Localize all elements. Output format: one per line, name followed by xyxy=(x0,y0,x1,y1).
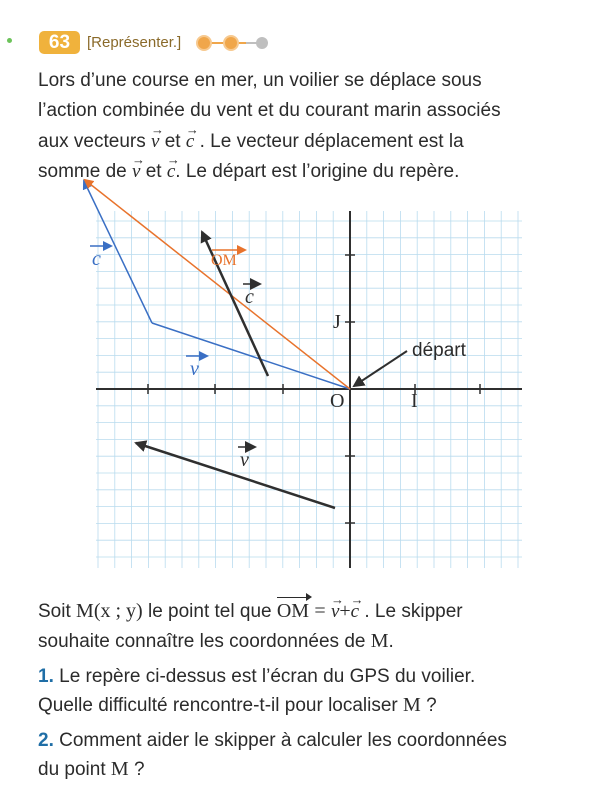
question-1-line-2: Quelle difficulté rencontre-t-il pour localiser M ? xyxy=(38,694,437,716)
label-om: OM xyxy=(211,252,237,269)
bottom-line-1: Soit M(x ; y) le point tel que OM = → v+→ c . Le skipper xyxy=(38,597,578,626)
label-c-blue: c xyxy=(92,248,101,270)
bottom-line-2: souhaite connaître les coordonnées de M. xyxy=(38,630,394,652)
label-v-black: v xyxy=(240,449,249,471)
skill-tag: [Représenter.] xyxy=(87,34,182,51)
vector-c-inline-2: → c xyxy=(167,157,175,181)
label-c-black: c xyxy=(245,286,254,308)
label-depart: départ xyxy=(412,340,466,361)
statement-line-1: Lors d’une course en mer, un voilier se déplace sous xyxy=(38,70,482,91)
question-1-number: 1. xyxy=(38,666,54,687)
depart-arrow xyxy=(354,351,407,386)
statement-line-4: somme de → v et → c. Le départ est l’origine du repère. xyxy=(38,157,578,186)
exercise-number: 63 xyxy=(39,31,80,54)
vector-v-black xyxy=(136,443,335,508)
statement-line-2: l’action combinée du vent et du courant marin associés xyxy=(38,100,501,121)
label-origin: O xyxy=(330,390,345,412)
vector-v-inline: → v xyxy=(151,127,159,151)
question-1-line-1: 1. Le repère ci-dessus est l’écran du GPS du voilier. xyxy=(38,666,476,687)
vector-c-inline: → c xyxy=(186,127,194,151)
question-2-number: 2. xyxy=(38,730,54,751)
label-v-blue: v xyxy=(190,358,199,380)
statement-line-3: aux vecteurs → v et → c . Le vecteur déplacement est la xyxy=(38,127,578,156)
label-i: I xyxy=(411,390,418,412)
label-j: J xyxy=(333,311,341,333)
om-vector: OM xyxy=(277,597,309,625)
orange-om-line xyxy=(85,180,350,389)
question-2-line-2: du point M ? xyxy=(38,758,145,780)
vector-v-inline-2: → v xyxy=(132,157,140,181)
question-2-line-1: 2. Comment aider le skipper à calculer les coordonnées xyxy=(38,730,507,751)
m-coordinates: M(x ; y) xyxy=(76,600,143,622)
